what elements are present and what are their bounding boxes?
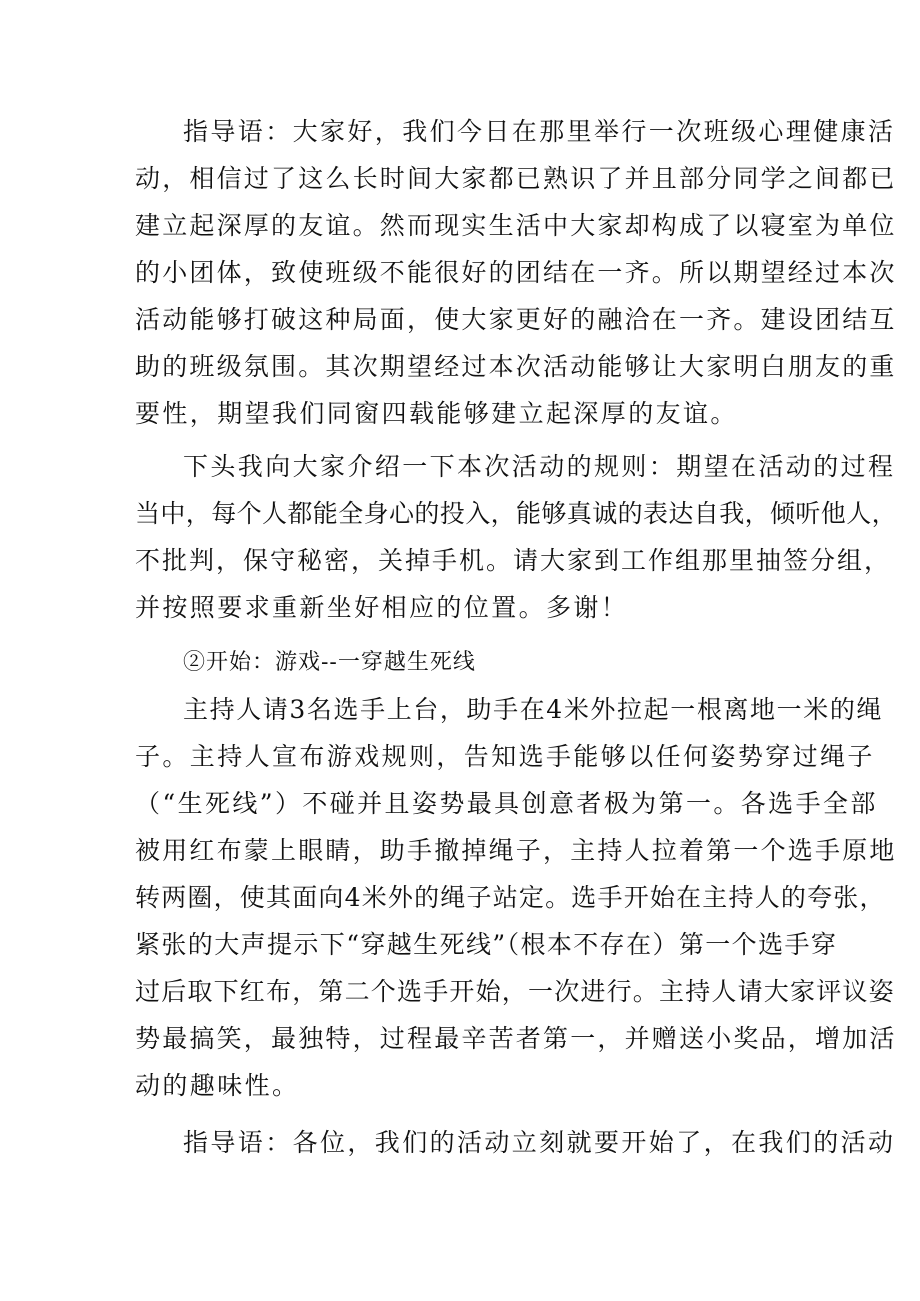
paragraph-2-line-4: 并按照要求重新坐好相应的位置。多谢！ [135, 593, 629, 622]
paragraph-2-line-3: 不批判，保守秘密，关掉手机。请大家到工作组那里抽签分组， [135, 546, 892, 575]
paragraph-1-line-3: 建立起深厚的友谊。然而现实生活中大家却构成了以寝室为单位 [135, 211, 897, 240]
paragraph-1-line-7: 要性，期望我们同窗四载能够建立起深厚的友谊。 [135, 399, 738, 428]
paragraph-1-line-5: 活动能够打破这种局面，使大家更好的融洽在一齐。建设团结互 [135, 305, 897, 334]
paragraph-4-line-1: 指导语：各位，我们的活动立刻就要开始了，在我们的活动 [183, 1128, 896, 1157]
paragraph-3-line-5: 转两圈，使其面向4米外的绳子站定。选手开始在主持人的夸张， [135, 883, 886, 912]
paragraph-3-line-4: 被用红布蒙上眼睛，助手撤掉绳子，主持人拉着第一个选手原地 [135, 836, 897, 865]
paragraph-1-line-6: 助的班级氛围。其次期望经过本次活动能够让大家明白朋友的重 [135, 352, 897, 381]
paragraph-3-line-8: 势最搞笑，最独特，过程最辛苦者第一，并赠送小奖品，增加活 [135, 1024, 897, 1053]
paragraph-3-line-9: 动的趣味性。 [135, 1071, 300, 1100]
paragraph-1-line-2: 动，相信过了这么长时间大家都已熟识了并且部分同学之间都已 [135, 164, 897, 193]
paragraph-3-line-2: 子。主持人宣布游戏规则，告知选手能够以任何姿势穿过绳子 [135, 742, 875, 771]
paragraph-1-line-4: 的小团体，致使班级不能很好的团结在一齐。所以期望经过本次 [135, 258, 897, 287]
paragraph-3-line-6: 紧张的大声提示下“穿越生死线”（根本不存在）第一个选手穿 [135, 930, 838, 959]
section-heading: ②开始：游戏--一穿越生死线 [183, 650, 476, 675]
paragraph-2-line-1: 下头我向大家介绍一下本次活动的规则：期望在活动的过程 [183, 452, 896, 481]
paragraph-3-line-3: （“生死线”）不碰并且姿势最具创意者极为第一。各选手全部 [135, 789, 878, 818]
paragraph-3-line-7: 过后取下红布，第二个选手开始，一次进行。主持人请大家评议姿 [135, 977, 895, 1006]
paragraph-2-line-2: 当中，每个人都能全身心的投入，能够真诚的表达自我，倾听他人， [135, 499, 898, 528]
paragraph-1-line-1: 指导语：大家好，我们今日在那里举行一次班级心理健康活 [183, 117, 896, 146]
paragraph-3-line-1: 主持人请3名选手上台，助手在4米外拉起一根离地一米的绳 [183, 695, 884, 724]
